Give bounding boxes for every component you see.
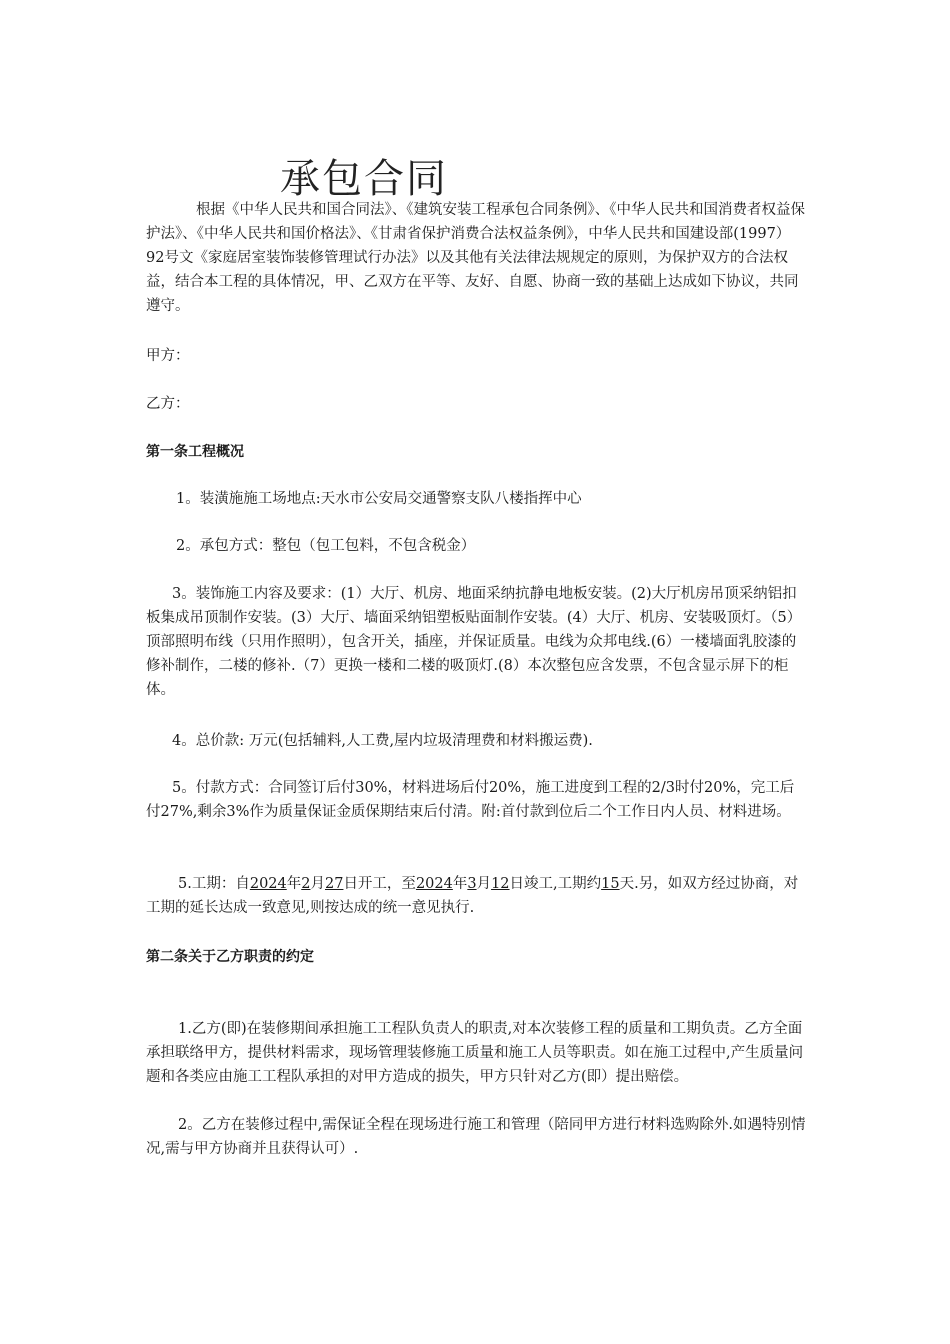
party-a-line: 甲方： <box>146 348 190 364</box>
end-day: 12 <box>491 876 510 892</box>
section1-item5: 5。付款方式：合同签订后付30%，材料进场后付20%，施工进度到工程的2/3时付20%，完工后付27%,剩余3%作为质量保证金质保期结束后付清。附:首付款到位后二个工作日内人员、材料进场。 <box>146 780 795 820</box>
section1-item6 <box>146 872 808 920</box>
schedule-text: 5.工期：自 <box>178 876 250 892</box>
section1-item1: 1。装潢施施工场地点:天水市公安局交通警察支队八楼指挥中心 <box>176 491 582 507</box>
schedule-text: 日竣工,工期约 <box>509 876 602 892</box>
start-year: 2024 <box>249 876 287 892</box>
section2-heading: 第二条关于乙方职责的约定 <box>146 949 314 965</box>
start-day: 27 <box>324 876 344 892</box>
schedule-text: 日开工，至 <box>343 876 416 892</box>
section1-heading: 第一条工程概况 <box>146 444 244 460</box>
end-month: 3 <box>467 876 477 892</box>
schedule-text: 年 <box>452 876 468 892</box>
schedule-text: 天.另，如双方经过协商，对工期的延长达成一致意见,则按达成的统一意见执行. <box>146 876 799 916</box>
section2-item1: 1.乙方(即)在装修期间承担施工工程队负责人的职责,对本次装修工程的质量和工期负责。乙方全面承担联络甲方，提供材料需求，现场管理装修施工质量和施工人员等职责。如在施工过程中,产生质量问题和各类应由施工工程队承担的对甲方造成的损失，甲方只针对乙方(即）提出赔偿。 <box>146 1021 804 1085</box>
schedule-text: 月 <box>476 876 492 892</box>
party-b-line: 乙方： <box>146 396 190 412</box>
intro-paragraph: 根据《中华人民共和国合同法》、《建筑安装工程承包合同条例》、《中华人民共和国消费者权益保护法》、《中华人民共和国价格法》、《甘肃省保护消费合法权益条例》，中华人民共和国建设部(1997）92号文《家庭居室装饰装修管理试行办法》以及其他有关法律法规规定的原则，为保护双方的合法权益，结合本工程的具体情况，甲、乙双方在平等、友好、自愿、协商一致的基础上达成如下协议，共同遵守。 <box>146 202 805 314</box>
schedule-text: 月 <box>310 876 325 892</box>
section2-item2: 2。乙方在装修过程中,需保证全程在现场进行施工和管理（陪同甲方进行材料选购除外.如遇特别情况,需与甲方协商并且获得认可）. <box>146 1117 806 1157</box>
end-year: 2024 <box>415 876 453 892</box>
section1-item3: 3。装饰施工内容及要求：(1）大厅、机房、地面采纳抗静电地板安装。(2)大厅机房吊顶采纳铝扣板集成吊顶制作安装。(3）大厅、墙面采纳铝塑板贴面制作安装。(4）大厅、机房、安装吸顶灯。（5）顶部照明布线（只用作照明），包含开关，插座，并保证质量。电线为众邦电线.(6）一楼墙面乳胶漆的修补制作，二楼的修补.（7）更换一楼和二楼的吸顶灯.(8）本次整包应含发票，不包含显示屏下的柜体。 <box>146 586 802 698</box>
document-title: 承包合同 <box>280 155 448 202</box>
section1-item2: 2。承包方式：整包（包工包料，不包含税金） <box>176 538 476 554</box>
section1-item4: 4。总价款: 万元(包括辅料,人工费,屋内垃圾清理费和材料搬运费). <box>172 733 593 749</box>
start-month: 2 <box>301 876 311 892</box>
schedule-text: 年 <box>286 876 302 892</box>
duration-days: 15 <box>601 876 620 892</box>
